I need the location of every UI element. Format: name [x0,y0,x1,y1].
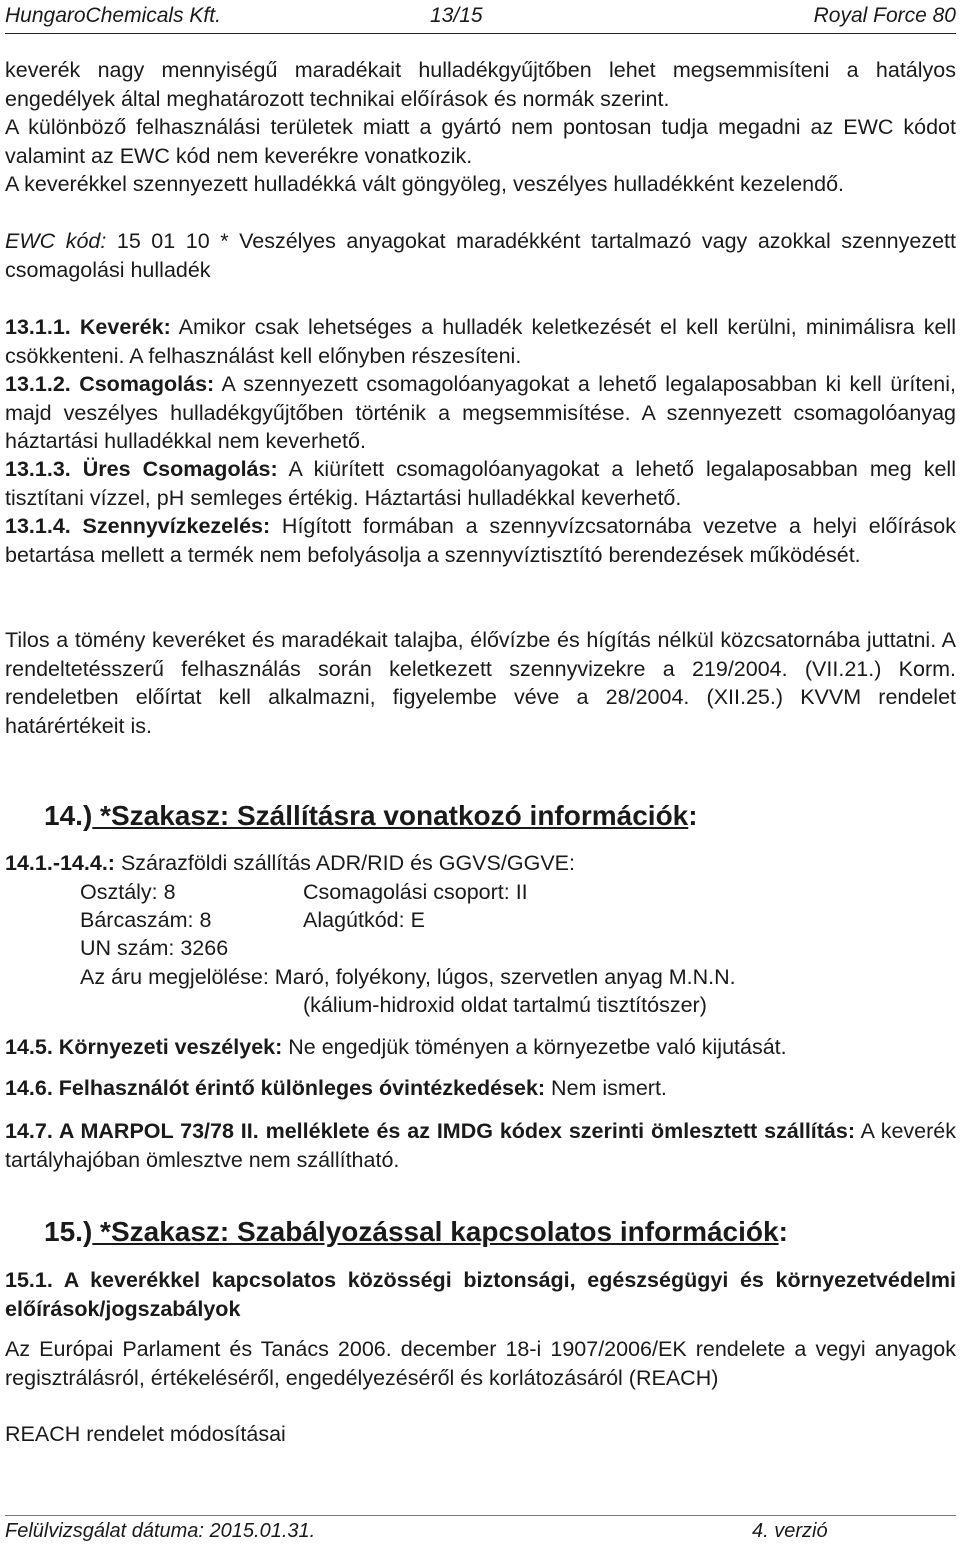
footer-rule [5,1515,956,1516]
section-number: 15. [44,1216,83,1247]
transport-class: Osztály: 8 [80,880,176,904]
s14-land-transport [5,849,956,878]
item-title: 14.7. A MARPOL 73/78 II. melléklete és az IMDG kódex szerinti ömlesztett szállítás: [5,1119,855,1143]
s13-item-mixture [5,313,956,370]
s13-ewc-code-paragraph [5,227,956,284]
s13-disposal-paragraph: keverék nagy mennyiségű maradékait hulladékgyűjtőben lehet megsemmisíteni a hatályos engedélyek által meghatározott technikai előírások és normák szerint. [5,58,956,111]
s13-item-wastewater [5,512,956,569]
goods-name: Maró, folyékony, lúgos, szervetlen anyag M.N.N. [274,965,736,989]
section-colon: : [688,800,698,831]
item-text: A keverék tartályhajóban ömlesztve nem szállítható. [5,1119,956,1172]
item-number: 13.1.4. [5,514,71,538]
s14-environmental-hazards [5,1033,956,1062]
item-text: A szennyezett csomagolóanyagokat a lehető legalaposabban ki kell üríteni, majd veszélyes hulladékgyűjtőben történik a megsemmisítése. A szennyezett csomagolóanyag háztartási hulladékkal nem keverhető. [5,372,956,453]
header-product: Royal Force 80 [813,4,956,27]
s14-user-precautions [5,1074,956,1103]
section-title: *Szakasz: Szabályozással kapcsolatos információk [92,1216,779,1247]
item-number: 14.1.-14.4.: [5,851,115,875]
s15-regulations-subheading: 15.1. A keverékkel kapcsolatos közösségi biztonsági, egészségügyi és környezetvédelmi előírások/jogszabályok [5,1268,956,1321]
s13-item-empty-packaging [5,455,956,512]
item-text: Hígított formában a szennyvízcsatornába vezetve a helyi előírások betartása mellett a termék nem befolyásolja a szennyvíztisztító berendezések működését. [5,514,956,567]
item-text: Ne engedjük töményen a környezetbe való kijutását. [282,1035,787,1059]
section-colon: : [778,1216,788,1247]
s13-ewc-note-paragraph: A különböző felhasználási területek miatt a gyártó nem pontosan tudja megadni az EWC kódot valamint az EWC kód nem keverékre vonatkozik. [5,115,956,168]
ewc-code-text: 15 01 10 * Veszélyes anyagokat maradékként tartalmazó vagy azokkal szennyezett csomagolási hulladék [5,229,956,282]
item-number: 13.1.3. [5,457,71,481]
item-title: 14.6. Felhasználót érintő különleges óvintézkedések: [5,1076,546,1100]
s13-prohibition-paragraph: Tilos a tömény keveréket és maradékait talajba, élővízbe és hígítás nélkül közcsatornába juttatni. A rendeltetésszerű felhasználás során keletkezett szennyvizekre a 219/2004. (VII.21.) Korm. rendeletben előírtat kell alkalmazni, figyelembe véve a 28/2004. (XII.25.) KVVM rendelet határértékeit is. [5,628,956,738]
section-title: *Szakasz: Szállításra vonatkozó információk [92,800,689,831]
transport-goods-note: (kálium-hidroxid oldat tartalmú tisztítószer) [303,993,707,1017]
header-company: HungaroChemicals Kft. [5,4,221,27]
item-title: Üres Csomagolás: [82,457,278,481]
item-number: 13.1.2. [5,372,71,396]
ewc-code-label: EWC kód: [5,229,107,253]
item-title: 14.5. Környezeti veszélyek: [5,1035,283,1059]
header-rule [5,33,956,34]
item-text: Amikor csak lehetséges a hulladék keletkezését el kell kerülni, minimálisra kell csökkenteni. A felhasználást kell előnyben részesíteni. [5,315,956,368]
transport-packing-group: Csomagolási csoport: II [303,880,528,904]
footer-review-date: Felülvizsgálat dátuma: 2015.01.31. [5,1520,316,1542]
item-text: A kiürített csomagolóanyagokat a lehető legalaposabban meg kell tisztítani vízzel, pH semleges értékig. Háztartási hulladékkal keverhető. [5,457,956,510]
item-text: Szárazföldi szállítás ADR/RID és GGVS/GGVE: [114,851,575,875]
item-title: Keverék: [79,315,171,339]
footer-version: 4. verzió [752,1520,828,1542]
item-text: Nem ismert. [545,1076,667,1100]
transport-tunnel-code: Alagútkód: E [303,908,425,932]
section-paren: ) [82,800,93,831]
item-title: Csomagolás: [79,372,215,396]
section-14-heading [44,800,698,832]
s13-item-packaging [5,370,956,456]
header-page-number: 13/15 [430,4,483,27]
section-paren: ) [82,1216,93,1247]
item-title: Szennyvízkezelés: [82,514,271,538]
section-number: 14. [44,800,83,831]
transport-label-number: Bárcaszám: 8 [80,908,212,932]
section-15-heading [44,1216,788,1248]
goods-label: Az áru megjelölése: [80,965,275,989]
s15-reach-amendments: REACH rendelet módosításai [5,1422,286,1446]
s15-reach-paragraph: Az Európai Parlament és Tanács 2006. december 18-i 1907/2006/EK rendelete a vegyi anyagok regisztrálásról, értékeléséről, engedélyezéséről és korlátozásáról (REACH) [5,1337,956,1390]
transport-goods-designation [80,963,736,992]
item-number: 13.1.1. [5,315,71,339]
s14-marpol-bulk-transport [5,1117,956,1174]
transport-un-number: UN szám: 3266 [80,936,229,960]
s13-packaging-waste-paragraph: A keverékkel szennyezett hulladékká vált göngyöleg, veszélyes hulladékként kezelendő. [5,172,845,196]
